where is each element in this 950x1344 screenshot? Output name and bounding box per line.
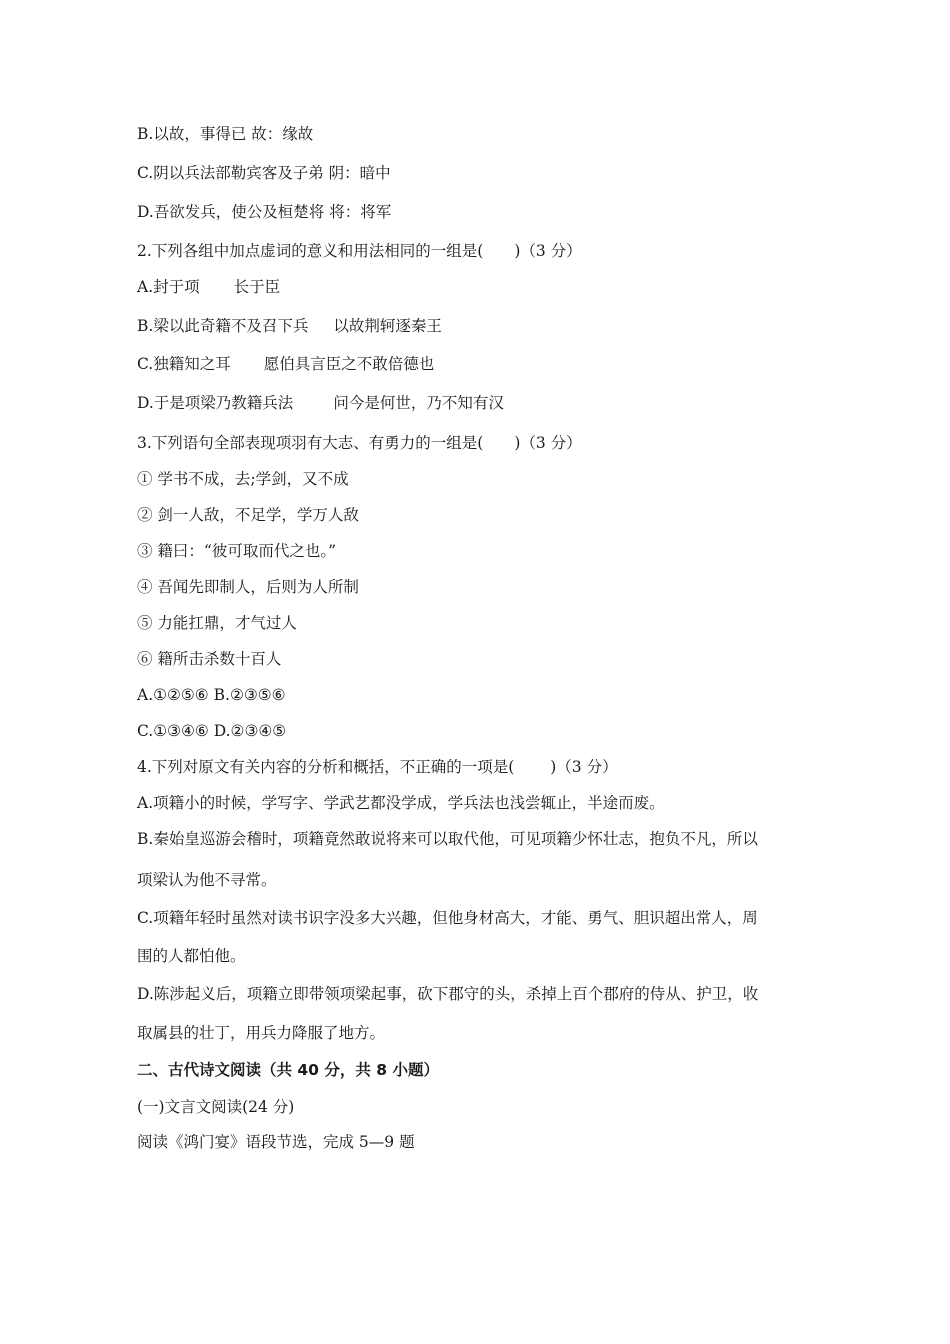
question-3: 3.下列语句全部表现项羽有大志、有勇力的一组是( )（3 分） (137, 434, 582, 452)
q3-item-4: ④ 吾闻先即制人，后则为人所制 (137, 578, 359, 596)
q2-d-right: 问今是何世，乃不知有汉 (333, 394, 504, 412)
q4-option-c-line1: C.项籍年轻时虽然对读书识字没多大兴趣，但他身材高大，才能、勇气、胆识超出常人，周 (137, 909, 758, 927)
option-d-line: D.吾欲发兵，使公及桓楚将 将：将军 (137, 203, 392, 221)
subsection-1-heading: (一)文言文阅读(24 分) (137, 1098, 295, 1116)
question-2: 2.下列各组中加点虚词的意义和用法相同的一组是( )（3 分） (137, 242, 582, 260)
q4-option-d-line1: D.陈涉起义后，项籍立即带领项梁起事，砍下郡守的头，杀掉上百个郡府的侍从、护卫，收 (137, 985, 759, 1003)
q2-c-right: 愿伯具言臣之不敢倍德也 (263, 355, 435, 373)
q3-item-5: ⑤ 力能扛鼎，才气过人 (137, 614, 297, 632)
reading-instruction: 阅读《鸿门宴》语段节选，完成 5—9 题 (137, 1133, 415, 1151)
q2-b-left: B.梁以此奇籍不及召下兵 (137, 317, 309, 335)
option-c-line: C.阴以兵法部勒宾客及子弟 阴：暗中 (137, 164, 391, 182)
q4-option-b-line1: B.秦始皇巡游会稽时，项籍竟然敢说将来可以取代他，可见项籍少怀壮志，抱负不凡，所以 (137, 830, 758, 848)
option-b-line: B.以故，事得已 故：缘故 (137, 125, 314, 143)
question-4: 4.下列对原文有关内容的分析和概括，不正确的一项是( )（3 分） (137, 758, 618, 776)
q2-option-d (137, 393, 504, 413)
section-2-heading: 二、古代诗文阅读（共 40 分，共 8 小题） (137, 1061, 439, 1079)
q4-option-d-line2: 取属县的壮丁，用兵力降服了地方。 (137, 1024, 386, 1042)
q3-item-2: ② 剑一人敌，不足学，学万人敌 (137, 506, 359, 524)
q2-b-right: 以故荆轲逐秦王 (333, 317, 442, 335)
q2-option-a (137, 277, 280, 297)
q2-c-left: C.独籍知之耳 (137, 355, 231, 373)
q3-item-1: ① 学书不成，去;学剑，又不成 (137, 470, 349, 488)
q4-option-b-line2: 项梁认为他不寻常。 (137, 871, 277, 889)
q4-option-a: A.项籍小的时候，学写字、学武艺都没学成，学兵法也浅尝辄止，半途而废。 (137, 794, 665, 812)
q2-option-b (137, 316, 442, 336)
q3-item-3: ③ 籍曰：“彼可取而代之也。” (137, 542, 337, 560)
q3-item-6: ⑥ 籍所击杀数十百人 (137, 650, 282, 668)
q3-options-ab: A.①②⑤⑥ B.②③⑤⑥ (137, 686, 286, 704)
q2-option-c (137, 354, 434, 374)
q2-a-left: A.封于项 (137, 278, 200, 296)
q2-d-left: D.于是项梁乃教籍兵法 (137, 394, 294, 412)
q2-a-right: 长于臣 (233, 278, 281, 296)
q4-option-c-line2: 围的人都怕他。 (137, 947, 246, 965)
q3-options-cd: C.①③④⑥ D.②③④⑤ (137, 722, 287, 740)
